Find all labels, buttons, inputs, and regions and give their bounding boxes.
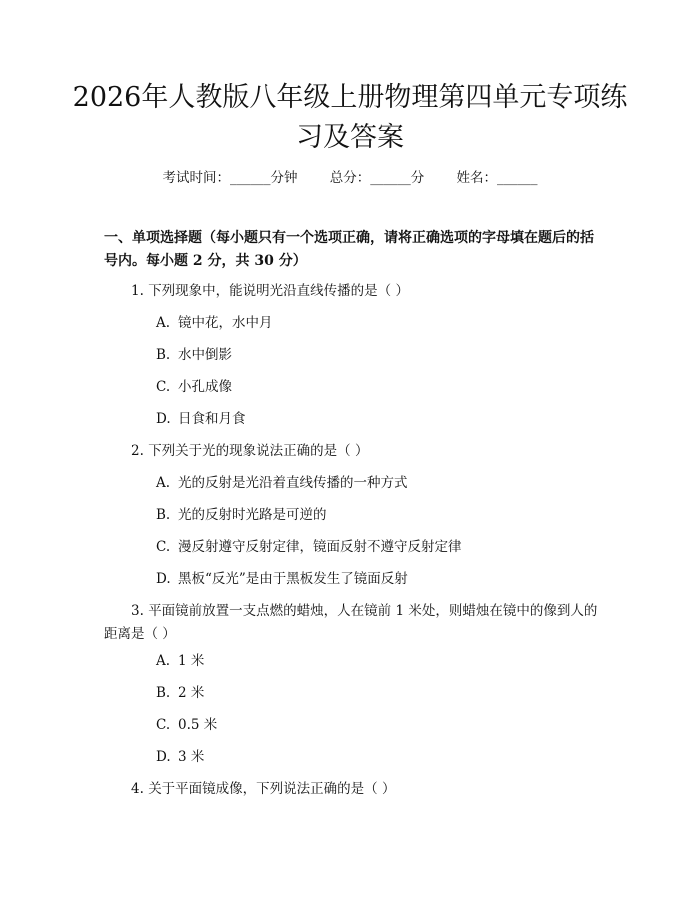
question-number: 3. [131,603,144,619]
option-text: 小孔成像 [178,379,232,395]
question-3-option-a [156,650,596,673]
question-2-option-b [156,504,596,527]
question-text: 关于平面镜成像，下列说法正确的是（ ） [148,781,396,797]
option-text: 日食和月食 [178,411,246,427]
question-1-stem [104,280,604,303]
option-text: 水中倒影 [178,347,232,363]
question-2-option-d [156,568,596,591]
option-text: 1 米 [178,653,205,669]
question-1-option-c [156,376,596,399]
option-label: C. [156,717,171,733]
question-3-option-b [156,682,596,705]
option-label: C. [156,539,171,555]
question-number: 1. [131,283,144,299]
question-text: 平面镜前放置一支点燃的蜡烛，人在镜前 1 米处，则蜡烛在镜中的像到人的距离是（ ） [104,603,598,642]
question-3-option-d [156,746,596,769]
exam-info-line [0,168,700,188]
option-label: D. [156,749,171,765]
option-text: 2 米 [178,685,205,701]
option-label: A. [156,315,171,331]
question-2-option-a [156,472,596,495]
option-label: B. [156,347,171,363]
question-text: 下列关于光的现象说法正确的是（ ） [148,443,369,459]
option-label: D. [156,571,171,587]
question-2-stem [104,440,604,463]
option-label: D. [156,411,171,427]
question-3-stem [104,600,604,646]
option-text: 光的反射是光沿着直线传播的一种方式 [178,475,408,491]
option-text: 3 米 [178,749,205,765]
exam-time-field: 考试时间：______分钟 [162,170,298,186]
option-text: 镜中花，水中月 [178,315,273,331]
section-heading-single-choice: 一、单项选择题（每小题只有一个选项正确，请将正确选项的字母填在题后的括号内。每小题 2 分，共 30 分） [104,230,594,269]
option-label: C. [156,379,171,395]
question-number: 2. [131,443,144,459]
option-label: A. [156,475,171,491]
question-1-option-d [156,408,596,431]
option-label: A. [156,653,171,669]
question-text: 下列现象中，能说明光沿直线传播的是（ ） [148,283,409,299]
option-text: 光的反射时光路是可逆的 [178,507,327,523]
document-title: 2026年人教版八年级上册物理第四单元专项练习及答案 [72,82,628,153]
name-field: 姓名：______ [456,170,538,186]
option-text: 黑板“反光”是由于黑板发生了镜面反射 [178,571,408,587]
option-label: B. [156,507,171,523]
total-score-field: 总分：______分 [329,170,425,186]
question-number: 4. [131,781,144,797]
option-text: 0.5 米 [178,717,218,733]
question-1-option-a [156,312,596,335]
option-label: B. [156,685,171,701]
question-1-option-b [156,344,596,367]
question-2-option-c [156,536,596,559]
question-3-option-c [156,714,596,737]
option-text: 漫反射遵守反射定律，镜面反射不遵守反射定律 [178,539,462,555]
question-4-stem [104,778,604,801]
